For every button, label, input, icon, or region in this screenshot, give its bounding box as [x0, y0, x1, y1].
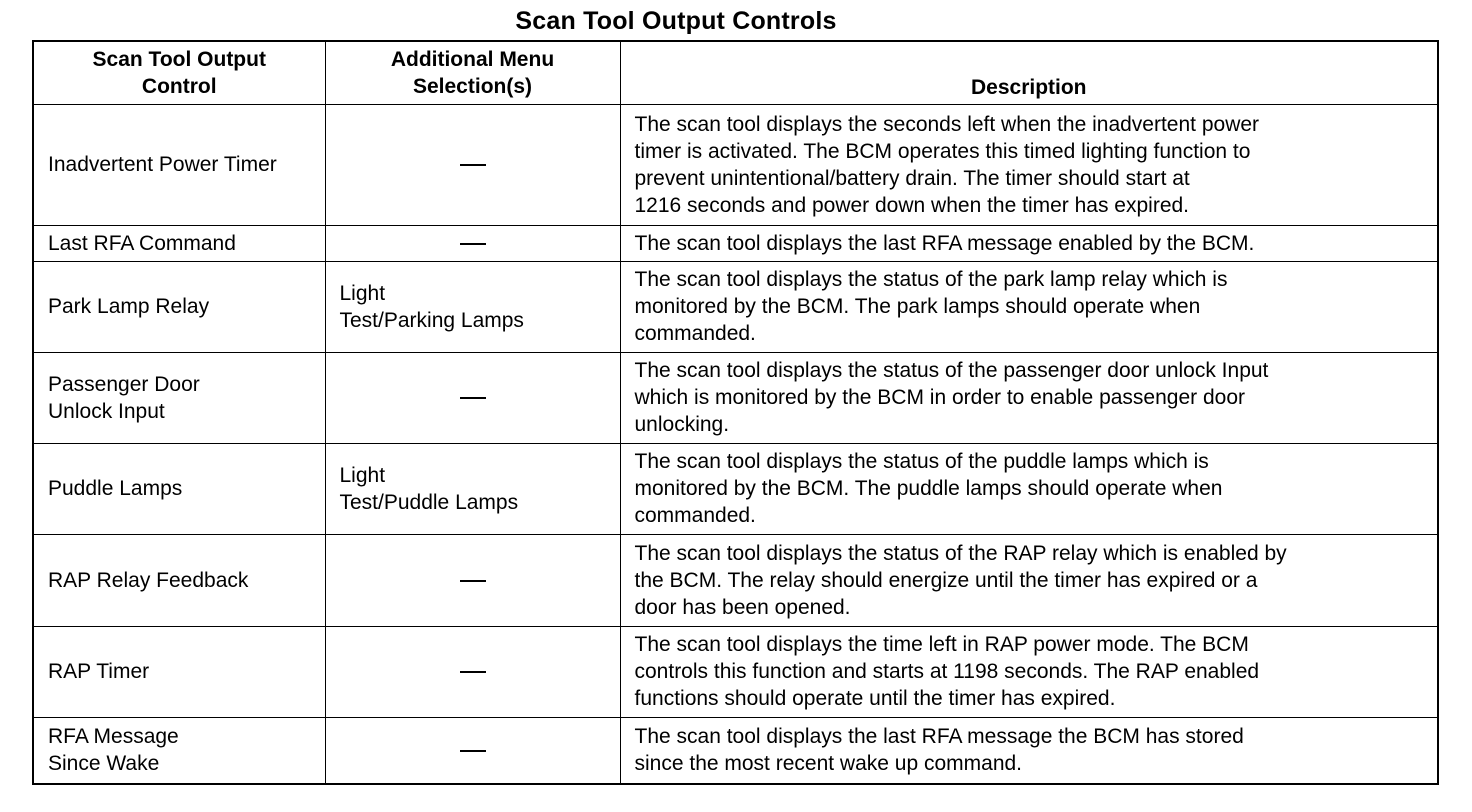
- column-header-control: [33, 41, 325, 104]
- table-row: [33, 104, 1438, 225]
- no-selection-dash: [460, 243, 486, 245]
- cell-output-control: [33, 352, 325, 443]
- table-row: [33, 352, 1438, 443]
- description-text: timer is activated. The BCM operates this timed lighting function to: [634, 139, 1251, 163]
- cell-output-control: [33, 717, 325, 784]
- output-control-text: Puddle Lamps: [48, 477, 183, 500]
- column-header-description: Description: [620, 41, 1438, 104]
- table-row: [33, 261, 1438, 352]
- page-title: Scan Tool Output Controls: [515, 7, 837, 35]
- cell-description: [620, 261, 1438, 352]
- output-control-text: RAP Relay Feedback: [48, 568, 249, 592]
- table-row: [33, 443, 1438, 534]
- output-control-text: Park Lamp Relay: [48, 295, 210, 318]
- output-control-text: RFA Message: [48, 725, 179, 749]
- cell-menu-selection: [325, 717, 620, 784]
- cell-output-control: [33, 626, 325, 717]
- output-control-text: Unlock Input: [48, 399, 165, 423]
- output-control-text: Passenger Door: [48, 372, 200, 396]
- description-text: the BCM. The relay should energize until the timer has expired or a: [634, 568, 1258, 592]
- no-selection-dash: [460, 750, 486, 752]
- table-row: [33, 626, 1438, 717]
- table-row: [33, 717, 1438, 784]
- description-text: The scan tool displays the status of the RAP relay which is enabled by: [634, 541, 1287, 565]
- description-text: which is monitored by the BCM in order to enable passenger door: [634, 386, 1245, 409]
- description-text: door has been opened.: [634, 595, 851, 619]
- cell-menu-selection: [325, 261, 620, 352]
- column-header-control-line-1: Scan Tool Output: [92, 47, 266, 71]
- description-text: monitored by the BCM. The park lamps should operate when: [634, 295, 1201, 318]
- cell-description: [620, 225, 1438, 261]
- cell-description: [620, 352, 1438, 443]
- cell-menu-selection: [325, 534, 620, 626]
- description-text: prevent unintentional/battery drain. The timer should start at: [634, 166, 1190, 190]
- description-text: commanded.: [634, 504, 756, 527]
- description-text: 1216 seconds and power down when the timer has expired.: [634, 193, 1190, 217]
- description-text: The scan tool displays the last RFA message the BCM has stored: [634, 725, 1244, 749]
- column-header-menu: [325, 41, 620, 104]
- description-text: commanded.: [634, 322, 756, 345]
- no-selection-dash: [460, 164, 486, 166]
- cell-output-control: [33, 104, 325, 225]
- menu-selection-text: Test/Parking Lamps: [339, 308, 524, 332]
- cell-menu-selection: [325, 626, 620, 717]
- description-text: functions should operate until the timer has expired.: [634, 687, 1116, 710]
- output-control-text: Since Wake: [48, 752, 160, 776]
- cell-output-control: [33, 443, 325, 534]
- cell-description: [620, 626, 1438, 717]
- description-text: since the most recent wake up command.: [634, 752, 1023, 776]
- no-selection-dash: [460, 671, 486, 673]
- description-text: The scan tool displays the status of the passenger door unlock Input: [634, 359, 1269, 382]
- cell-output-control: [33, 534, 325, 626]
- description-text: The scan tool displays the status of the park lamp relay which is: [634, 268, 1228, 291]
- description-text: monitored by the BCM. The puddle lamps should operate when: [634, 477, 1223, 500]
- cell-menu-selection: [325, 104, 620, 225]
- output-control-text: RAP Timer: [48, 660, 150, 683]
- column-header-menu-line-1: Additional Menu: [390, 47, 555, 71]
- cell-menu-selection: [325, 443, 620, 534]
- cell-description: [620, 717, 1438, 784]
- column-header-control-line-2: Control: [141, 74, 217, 98]
- table-row: [33, 225, 1438, 261]
- cell-menu-selection: [325, 352, 620, 443]
- menu-selection-text: Light: [339, 281, 386, 305]
- column-header-menu-line-2: Selection(s): [412, 74, 533, 98]
- cell-description: [620, 534, 1438, 626]
- cell-output-control: [33, 261, 325, 352]
- no-selection-dash: [460, 580, 486, 582]
- description-text: unlocking.: [634, 413, 730, 436]
- menu-selection-text: Test/Puddle Lamps: [339, 490, 519, 514]
- output-control-text: Inadvertent Power Timer: [48, 153, 277, 176]
- cell-menu-selection: [325, 225, 620, 261]
- no-selection-dash: [460, 397, 486, 399]
- output-controls-table: [32, 40, 1439, 785]
- description-text: The scan tool displays the seconds left when the inadvertent power: [634, 112, 1260, 136]
- menu-selection-text: Light: [339, 463, 386, 487]
- description-text: controls this function and starts at 1198 seconds. The RAP enabled: [634, 660, 1260, 683]
- cell-description: [620, 443, 1438, 534]
- description-text: The scan tool displays the status of the puddle lamps which is: [634, 450, 1209, 473]
- description-text: The scan tool displays the time left in RAP power mode. The BCM: [634, 633, 1249, 656]
- cell-description: [620, 104, 1438, 225]
- output-control-text: Last RFA Command: [48, 231, 236, 255]
- cell-output-control: [33, 225, 325, 261]
- table-header-row: [33, 41, 1438, 104]
- description-text: The scan tool displays the last RFA message enabled by the BCM.: [634, 231, 1255, 255]
- table-row: [33, 534, 1438, 626]
